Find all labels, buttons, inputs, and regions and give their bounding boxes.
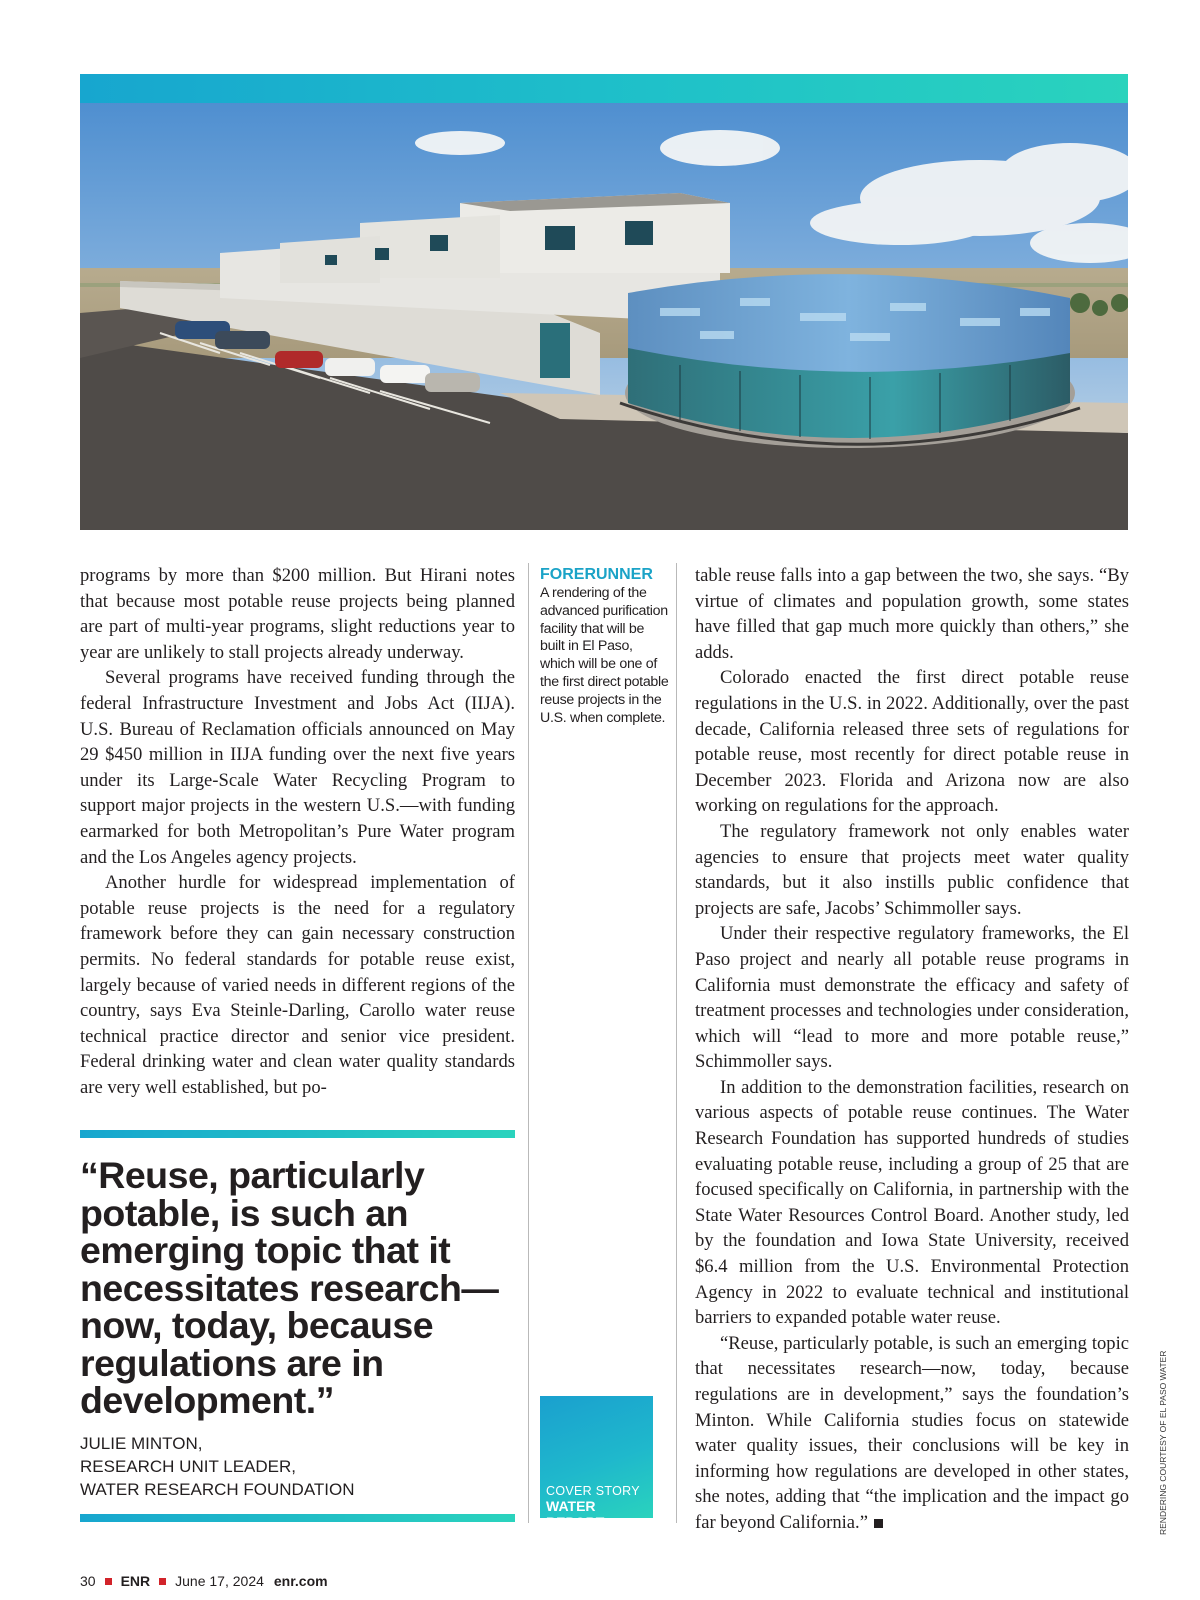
paragraph: The regulatory framework not only enables water agencies to ensure that projects meet water quality standards, but it also instills public confidence that projects are safe, Jacobs’ Schimmoller says. — [695, 820, 1129, 919]
facility-rendering-image — [80, 103, 1128, 530]
pull-quote: “Reuse, particularly potable, is such an emerging topic that it necessitates research—now, today, because regulations are in development.” — [80, 1154, 499, 1421]
column-divider-left — [528, 563, 529, 1523]
pull-quote-attribution — [80, 1432, 355, 1501]
photo-credit: RENDERING COURTESY OF EL PASO WATER — [1158, 1350, 1168, 1535]
paragraph: Colorado enacted the first direct potable reuse regulations in the U.S. in 2022. Additionally, over the past decade, California released three sets of regulations for potable reuse, most recently for direct potable reuse in December 2023. Florida and Arizona now are also working on regulations for the approach. — [695, 667, 1129, 817]
separator-square-icon — [105, 1578, 112, 1585]
paragraph: Under their respective regulatory frameworks, the El Paso project and nearly all potable reuse programs in California must demonstrate the efficacy and safety of treatment processes and technologies under consideration, which will “lead to more and more potable reuse,” Schimmoller says. — [695, 923, 1129, 1073]
paragraph: Several programs have received funding through the federal Infrastructure Investment and Jobs Act (IIJA). U.S. Bureau of Reclamation officials announced on May 29 $450 million in IIJA funding over the next five years under its Large-Scale Water Recycling Program to support major projects in the western U.S.—with funding earmarked for both Metropolitan’s Pure Water program and the Los Angeles agency projects. — [80, 667, 515, 868]
site-link[interactable]: enr.com — [273, 1573, 328, 1589]
header-accent-bar — [80, 74, 1128, 103]
paragraph — [695, 1331, 1129, 1536]
body-column-left — [80, 563, 515, 1100]
caption-text: A rendering of the advanced purification facility that will be built in El Paso, which will be one of the first direct potable reuse projects in the U.S. when complete. — [540, 585, 669, 726]
attribution-line: JULIE MINTON, — [80, 1434, 203, 1453]
photo-caption — [540, 565, 670, 727]
page-number: 30 — [80, 1573, 96, 1589]
publication-name: ENR — [120, 1573, 151, 1589]
column-divider-right — [676, 563, 677, 1523]
cover-story-label: COVER STORY — [546, 1484, 640, 1498]
paragraph-text: “Reuse, particularly potable, is such an emerging topic that necessitates research—now, today, because regulations are in development,” says the foundation’s Minton. While California studies focus on statewide water quality issues, their conclusions will be key in informing how regulations are developed in other states, she notes, adding that “the implication and the impact go far beyond California.” — [695, 1332, 1129, 1533]
pull-quote-bottom-bar — [80, 1514, 515, 1522]
water-report-label: WATER REPORT — [546, 1498, 605, 1530]
paragraph: table reuse falls into a gap between the two, she says. “By virtue of climates and population growth, some states have filled that gap much more quickly than others,” she adds. — [695, 565, 1129, 663]
issue-date: June 17, 2024 — [175, 1573, 264, 1589]
paragraph: programs by more than $200 million. But Hirani notes that because most potable reuse projects being planned are part of multi-year programs, slight reductions year to year are unlikely to stall projects already underway. — [80, 565, 515, 663]
paragraph: In addition to the demonstration facilities, research on various aspects of potable reuse continues. The Water Research Foundation has supported hundreds of studies evaluating potable reuse, including a group of 25 that are focused specifically on California, in partnership with the State Water Resources Control Board. Another study, led by the foundation and Iowa State University, received $6.4 million from the U.S. Environmental Protection Agency in 2022 to evaluate technical and institutional barriers to expanded potable water reuse. — [695, 1076, 1129, 1329]
body-column-right — [695, 563, 1129, 1536]
cover-story-tag — [540, 1396, 653, 1530]
attribution-line: WATER RESEARCH FOUNDATION — [80, 1480, 355, 1499]
attribution-line: RESEARCH UNIT LEADER, — [80, 1457, 297, 1476]
caption-label: FORERUNNER — [540, 566, 653, 583]
page-footer — [80, 1573, 328, 1589]
separator-square-icon — [159, 1578, 166, 1585]
end-mark-icon — [874, 1519, 883, 1528]
pull-quote-top-bar — [80, 1130, 515, 1138]
paragraph: Another hurdle for widespread implementation of potable reuse projects is the need for a regulatory framework before they can gain necessary construction permits. No federal standards for potable reuse exist, largely because of varied needs in different regions of the country, says Eva Steinle-Darling, Carollo water reuse technical practice director and senior vice president. Federal drinking water and clean water quality standards are very well established, but po- — [80, 872, 515, 1098]
